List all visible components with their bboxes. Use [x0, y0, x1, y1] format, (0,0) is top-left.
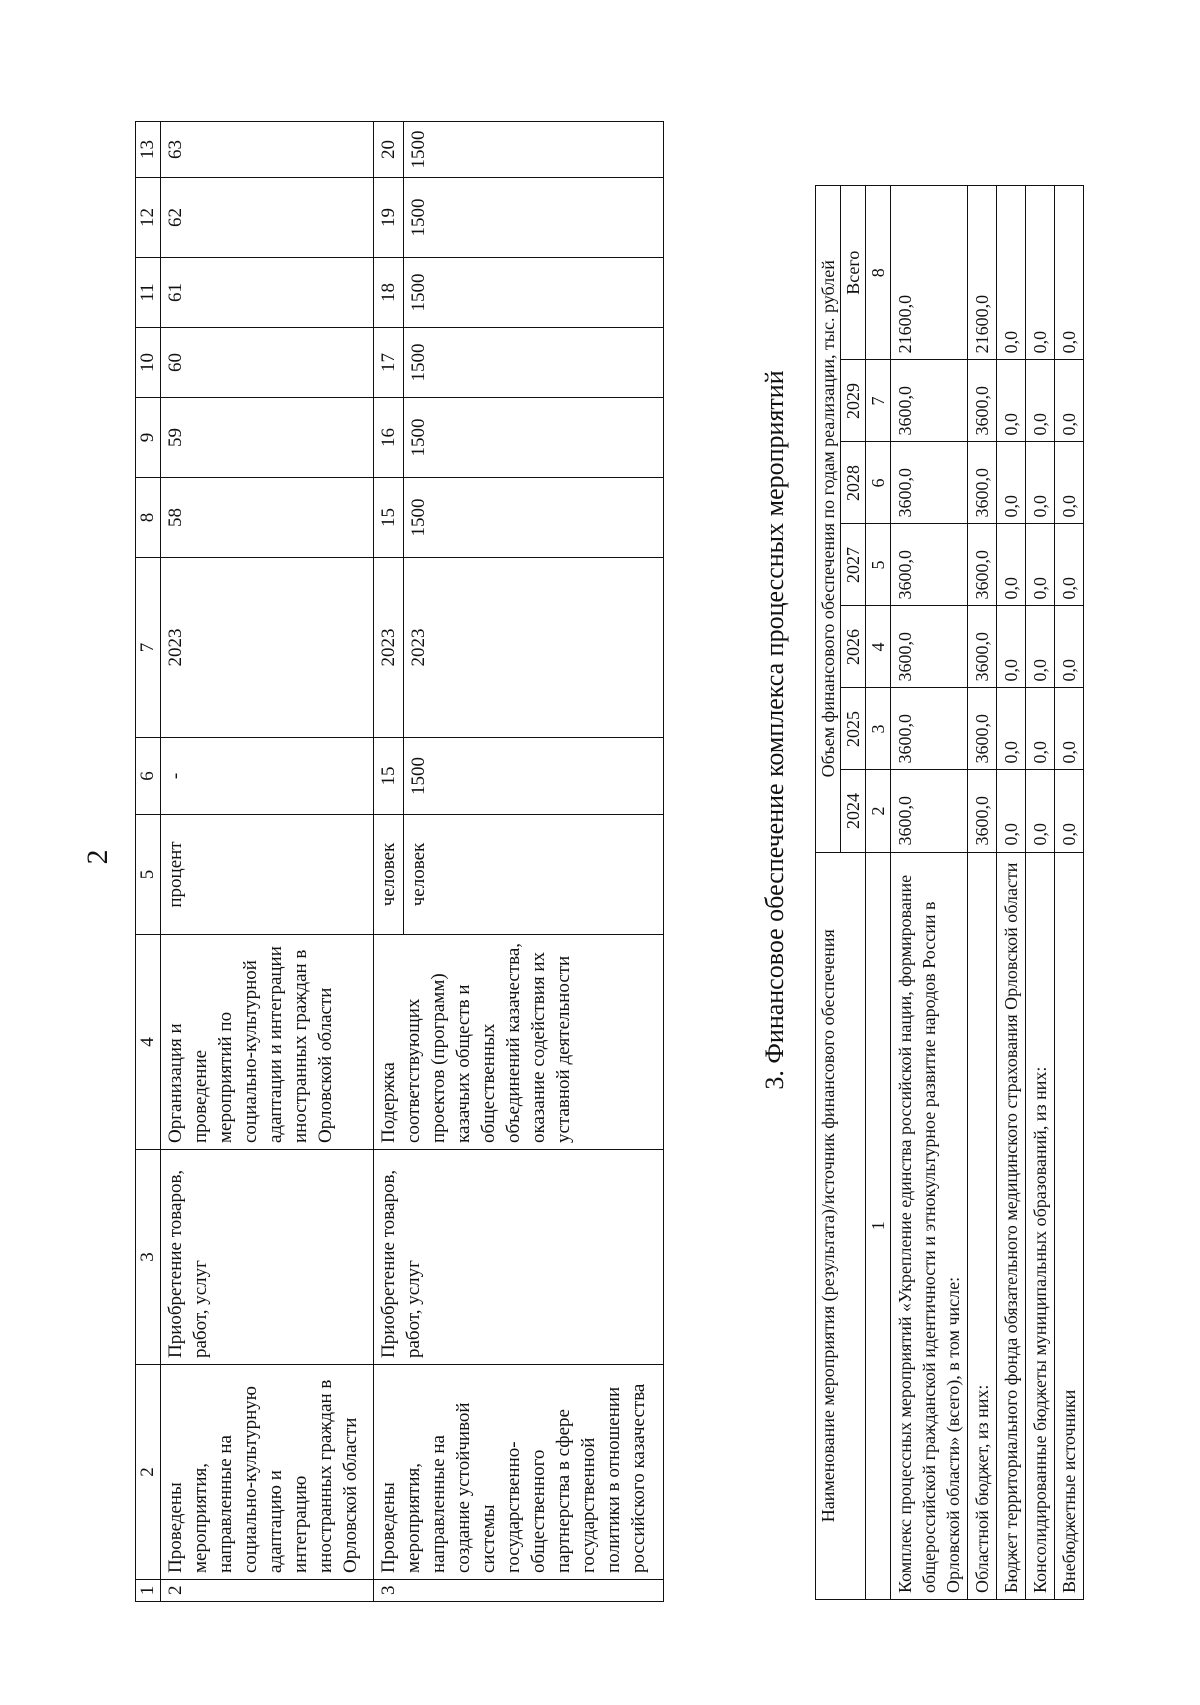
- amount: 0,0: [1026, 442, 1055, 524]
- col-number: 5: [866, 524, 891, 606]
- col-number: 8: [866, 186, 891, 360]
- col-number: 6: [136, 738, 161, 815]
- amount: 0,0: [997, 360, 1026, 442]
- result-characteristic: Организация и проведение мероприятий по социально-культурной адаптации и интеграции иностранных граждан в Орловской области: [161, 935, 374, 1150]
- amount-total: 0,0: [1055, 186, 1084, 360]
- amount: 0,0: [1055, 606, 1084, 688]
- amount: 3600,0: [968, 524, 997, 606]
- table-row: [1055, 186, 1084, 1600]
- amount: 0,0: [1026, 360, 1055, 442]
- year-header: 2026: [841, 606, 866, 688]
- financing-table: [815, 185, 1084, 1600]
- amount: 0,0: [997, 442, 1026, 524]
- amount: 3600,0: [891, 360, 968, 442]
- amount: 3600,0: [891, 688, 968, 770]
- amount: 3600,0: [968, 688, 997, 770]
- col-number: 2: [866, 770, 891, 852]
- year-header: 2024: [841, 770, 866, 852]
- unit: человек: [404, 815, 664, 935]
- base-year: 2023: [374, 558, 404, 738]
- value-year: 60: [161, 328, 374, 398]
- amount: 0,0: [1055, 360, 1084, 442]
- value-year: 58: [161, 478, 374, 558]
- value-year: 1500: [404, 178, 664, 258]
- amount: 0,0: [997, 524, 1026, 606]
- amount: 0,0: [1026, 770, 1055, 852]
- value-year: 1500: [404, 328, 664, 398]
- total-header: Всего: [841, 186, 866, 360]
- value-year: 17: [374, 328, 404, 398]
- amount: 3600,0: [891, 606, 968, 688]
- amount: 0,0: [1055, 688, 1084, 770]
- col-number: 7: [866, 360, 891, 442]
- amount: 0,0: [1055, 770, 1084, 852]
- page-number: 2: [81, 849, 114, 865]
- col-number: 1: [136, 1580, 161, 1602]
- source-name: Консолидированные бюджеты муниципальных образований, из них:: [1026, 852, 1055, 1599]
- financing-header-row: [816, 186, 841, 1600]
- amount: 0,0: [997, 606, 1026, 688]
- amount: 3600,0: [968, 606, 997, 688]
- base-value: -: [161, 738, 374, 815]
- amount: 3600,0: [891, 524, 968, 606]
- amount: 0,0: [1026, 606, 1055, 688]
- col-number: 9: [136, 398, 161, 478]
- col-number: 12: [136, 178, 161, 258]
- unit: процент: [161, 815, 374, 935]
- amount: 3600,0: [968, 770, 997, 852]
- amount: 0,0: [997, 688, 1026, 770]
- value-year: 62: [161, 178, 374, 258]
- value-year: 18: [374, 258, 404, 328]
- col-number: 1: [866, 852, 891, 1599]
- amount: 0,0: [1055, 442, 1084, 524]
- amount-total: 0,0: [997, 186, 1026, 360]
- results-table: [135, 121, 664, 1602]
- col-number: 11: [136, 258, 161, 328]
- value-year: 1500: [404, 478, 664, 558]
- table-row: [1026, 186, 1055, 1600]
- col-number: 10: [136, 328, 161, 398]
- amount: 3600,0: [968, 442, 997, 524]
- year-header: 2027: [841, 524, 866, 606]
- table-row: [161, 122, 374, 1602]
- result-type: Приобретение товаров, работ, услуг: [374, 1150, 664, 1365]
- col-number: 6: [866, 442, 891, 524]
- source-name: Внебюджетные источники: [1055, 852, 1084, 1599]
- source-name: Комплекс процессных мероприятий «Укрепление единства российской нации, формирование общероссийской гражданской идентичности и этнокультурное развитие народов России в Орловской области» (всего), в том числе:: [891, 852, 968, 1599]
- col-number: 13: [136, 122, 161, 178]
- amount: 3600,0: [891, 770, 968, 852]
- table-row: [997, 186, 1026, 1600]
- amount-total: 21600,0: [968, 186, 997, 360]
- col-number: 7: [136, 558, 161, 738]
- source-name: Бюджет территориального фонда обязательного медицинского страхования Орловской области: [997, 852, 1026, 1599]
- col-number: 5: [136, 815, 161, 935]
- amount: 3600,0: [891, 442, 968, 524]
- volume-header: Объем финансового обеспечения по годам реализации, тыс. рублей: [816, 186, 841, 853]
- amount: 0,0: [1026, 688, 1055, 770]
- section-title: 3. Финансовое обеспечение комплекса процессных мероприятий: [760, 370, 789, 1090]
- value-year: 1500: [404, 258, 664, 328]
- table-row: [891, 186, 968, 1600]
- value-year: 63: [161, 122, 374, 178]
- col-number: 3: [866, 688, 891, 770]
- col-number: 4: [136, 935, 161, 1150]
- value-year: 1500: [404, 122, 664, 178]
- row-number: 3: [374, 1580, 664, 1602]
- col-number: 3: [136, 1150, 161, 1365]
- amount: 0,0: [1026, 524, 1055, 606]
- value-year: 59: [161, 398, 374, 478]
- base-value: 15: [374, 738, 404, 815]
- base-year: 2023: [161, 558, 374, 738]
- year-header: 2025: [841, 688, 866, 770]
- result-name: Проведены мероприятия, направленные на социально-культурную адаптацию и интеграцию иностранных граждан в Орловской области: [161, 1365, 374, 1580]
- amount: 0,0: [997, 770, 1026, 852]
- value-year: 1500: [404, 398, 664, 478]
- year-header: 2029: [841, 360, 866, 442]
- table-row: [968, 186, 997, 1600]
- amount-total: 21600,0: [891, 186, 968, 360]
- table-row: [374, 122, 404, 1602]
- value-year: 20: [374, 122, 404, 178]
- result-type: Приобретение товаров, работ, услуг: [161, 1150, 374, 1365]
- result-characteristic: Подержка соответствующих проектов (программ) казачьих обществ и общественных объединений казачества, оказание содействия их уставной деятельности: [374, 935, 664, 1150]
- results-table-header-row: [136, 122, 161, 1602]
- unit: человек: [374, 815, 404, 935]
- base-year: 2023: [404, 558, 664, 738]
- column-numbers-row: [866, 186, 891, 1600]
- name-header: Наименование мероприятия (результата)/источник финансового обеспечения: [816, 852, 866, 1599]
- col-number: 4: [866, 606, 891, 688]
- value-year: 61: [161, 258, 374, 328]
- amount: 0,0: [1055, 524, 1084, 606]
- value-year: 15: [374, 478, 404, 558]
- amount: 3600,0: [968, 360, 997, 442]
- source-name: Областной бюджет, из них:: [968, 852, 997, 1599]
- col-number: 2: [136, 1365, 161, 1580]
- amount-total: 0,0: [1026, 186, 1055, 360]
- result-name: Проведены мероприятия, направленные на создание устойчивой системы государственно-общественного партнерства в сфере государственной политики в отношении российского казачества: [374, 1365, 664, 1580]
- base-value: 1500: [404, 738, 664, 815]
- col-number: 8: [136, 478, 161, 558]
- row-number: 2: [161, 1580, 374, 1602]
- value-year: 16: [374, 398, 404, 478]
- year-header: 2028: [841, 442, 866, 524]
- value-year: 19: [374, 178, 404, 258]
